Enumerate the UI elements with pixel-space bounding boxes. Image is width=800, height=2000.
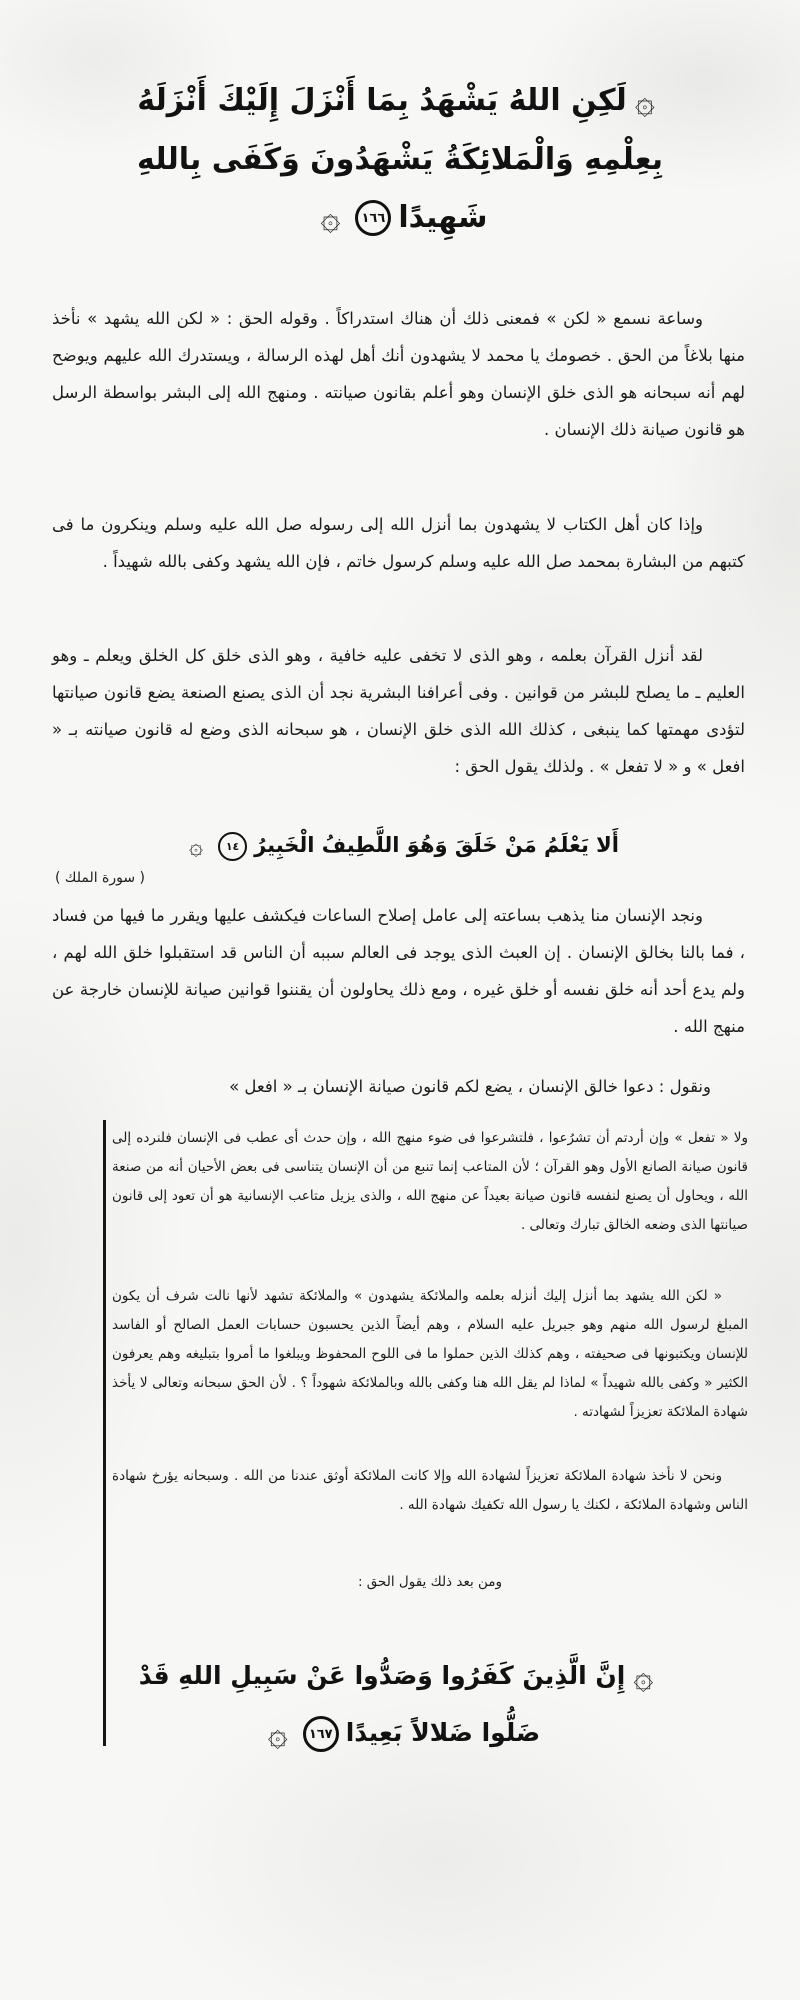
paragraph-1: وساعة نسمع « لكن » فمعنى ذلك أن هناك استدراكاً . وقوله الحق : « لكن الله يشهد » نأخذ منها بلاغاً من الحق . خصومك يا محمد لا يشهدون أنك أهل لهذه الرسالة ، ويستدرك الله عليهم ويوضح لهم أنه سبحانه هو الذى خلق الإنسان وهو أعلم بقانون صيانته . ومنهج الله إلى البشر بواسطة الرسل هو قانون صيانة ذلك الإنسان . bbox=[52, 309, 745, 439]
indented-paragraph-1: ولا « تفعل » وإن أردتم أن تشرُعوا ، فلتشرعوا فى ضوء منهج الله ، وإن حدث أى عطب فى الإنسان فلنرده إلى قانون صيانة الصانع الأول وهو القرآن ؛ لأن المتاعب إنما تنبع من أن الإنسان يتناسى فى بعض الأحيان أنه من صنعة الله ، ويحاول أن يصنع لنفسه قانون صيانة بعيداً عن منهج الله ، والذى يزيل متاعب الإنسانية هو أن تعود إلى قانون صيانتها الذى وضعه الخالق تبارك وتعالى . bbox=[112, 1130, 748, 1233]
verse-text: شَهِيدًا bbox=[398, 199, 488, 235]
rub-el-hizb-icon: ۞ bbox=[634, 81, 655, 122]
paragraph-2: وإذا كان أهل الكتاب لا يشهدون بما أنزل الله إلى رسوله صل الله عليه وسلم وينكرون ما فى كتبهم من البشارة بمحمد صل الله عليه وسلم كرسول خاتم ، فإن الله يشهد وكفى بالله شهيداً . bbox=[52, 515, 745, 571]
verse-line bbox=[0, 72, 800, 131]
paragraph-4: ونجد الإنسان منا يذهب بساعته إلى عامل إصلاح الساعات فيكشف عليها ويقرر ما فيها من فساد ، فما بالنا بخالق الإنسان . إن العبث الذى يوجد فى العالم سببه أن الناس قد استقبلوا خلق الله لهم ، ولم يدع أحد أنه خلق نفسه أو خلق غيره ، ومع ذلك يحاولون أن يقننوا قوانين صيانة للإنسان خارجة عن منهج الله . bbox=[52, 906, 745, 1036]
indented-closing-line: ومن بعد ذلك يقول الحق : bbox=[357, 1574, 503, 1590]
paragraph-5: ونقول : دعوا خالق الإنسان ، يضع لكم قانون صيانة الإنسان بـ « افعل » bbox=[229, 1077, 711, 1096]
verse-line bbox=[0, 189, 800, 248]
verse-line bbox=[0, 131, 800, 189]
verse-line bbox=[0, 1648, 800, 1705]
paragraph-3: لقد أنزل القرآن بعلمه ، وهو الذى لا تخفى عليه خافية ، وهو الذى خلق كل الخلق ويعلم ـ وهو العليم ـ ما يصلح للبشر من قوانين . وفى أعرافنا البشرية نجد أن الذى يصنع الصنعة يضع قانون صيانتها لتؤدى مهمتها كما ينبغى ، كذلك الله الذى خلق الإنسان ، هو سبحانه الذى وضع له قانون صيانته بـ « افعل » و « لا تفعل » . ولذلك يقول الحق : bbox=[52, 646, 745, 776]
quran-verse-bottom bbox=[0, 1648, 800, 1762]
indented-paragraph-3: ونحن لا نأخذ شهادة الملائكة تعزيزاً لشهادة الله وإلا كانت الملائكة أوثق عندنا من الله . وسبحانه يؤرخ شهادة الناس وشهادة الملائكة ، لكنك يا رسول الله تكفيك شهادة الله . bbox=[112, 1468, 748, 1513]
surah-source-label: ( سورة الملك ) bbox=[55, 870, 146, 886]
verse-line bbox=[0, 1705, 800, 1762]
rub-el-hizb-icon: ۞ bbox=[633, 1657, 654, 1697]
quran-verse-top bbox=[0, 72, 800, 247]
ayah-number-badge: ١٤ bbox=[218, 832, 247, 861]
quran-verse-mulk bbox=[0, 822, 800, 869]
ayah-number-badge: ١٦٧ bbox=[303, 1716, 339, 1752]
verse-text: ضَلُّوا ضَلالاً بَعِيدًا bbox=[345, 1718, 541, 1747]
verse-text: أَلا يَعْلَمُ مَنْ خَلَقَ وَهُوَ اللَّطِيفُ الْخَبِيرُ bbox=[254, 833, 619, 857]
verse-text: إِنَّ الَّذِينَ كَفَرُوا وَصَدُّوا عَنْ سَبِيلِ اللهِ قَدْ bbox=[138, 1661, 626, 1690]
rub-el-hizb-icon: ۞ bbox=[267, 1714, 288, 1754]
verse-text: بِعِلْمِهِ وَالْمَلائِكَةُ يَشْهَدُونَ وَكَفَى بِاللهِ bbox=[137, 141, 663, 177]
verse-text: لَكِنِ اللهُ يَشْهَدُ بِمَا أَنْزَلَ إِلَيْكَ أَنْزَلَهُ bbox=[137, 83, 627, 118]
rub-el-hizb-icon: ۞ bbox=[189, 832, 204, 860]
rub-el-hizb-icon: ۞ bbox=[320, 198, 341, 238]
ayah-number-badge: ١٦٦ bbox=[355, 200, 391, 236]
indented-paragraph-2: « لكن الله يشهد بما أنزل إليك أنزله بعلمه والملائكة يشهدون » والملائكة تشهد لأنها نالت شرف أن يكون المبلغ لرسول الله منهم وهو جبريل عليه السلام ، وهم أيضاً الذين يحسبون حسابات العمل الصالح أو الفاسد للإنسان ويكتبونها فى صحيفته ، وهم كذلك الذين حملوا ما فى اللوح المحفوظ ويبلغوا ما أمروا بتبليغه وهم يعرفون الكثير « وكفى بالله شهيداً » لماذا لم يقل الله هنا وكفى بالله وبالملائكة شهوداً ؟ . لأن الحق سبحانه وتعالى لا يأخذ شهادة الملائكة تعزيزاً لشهادته . bbox=[112, 1288, 748, 1420]
